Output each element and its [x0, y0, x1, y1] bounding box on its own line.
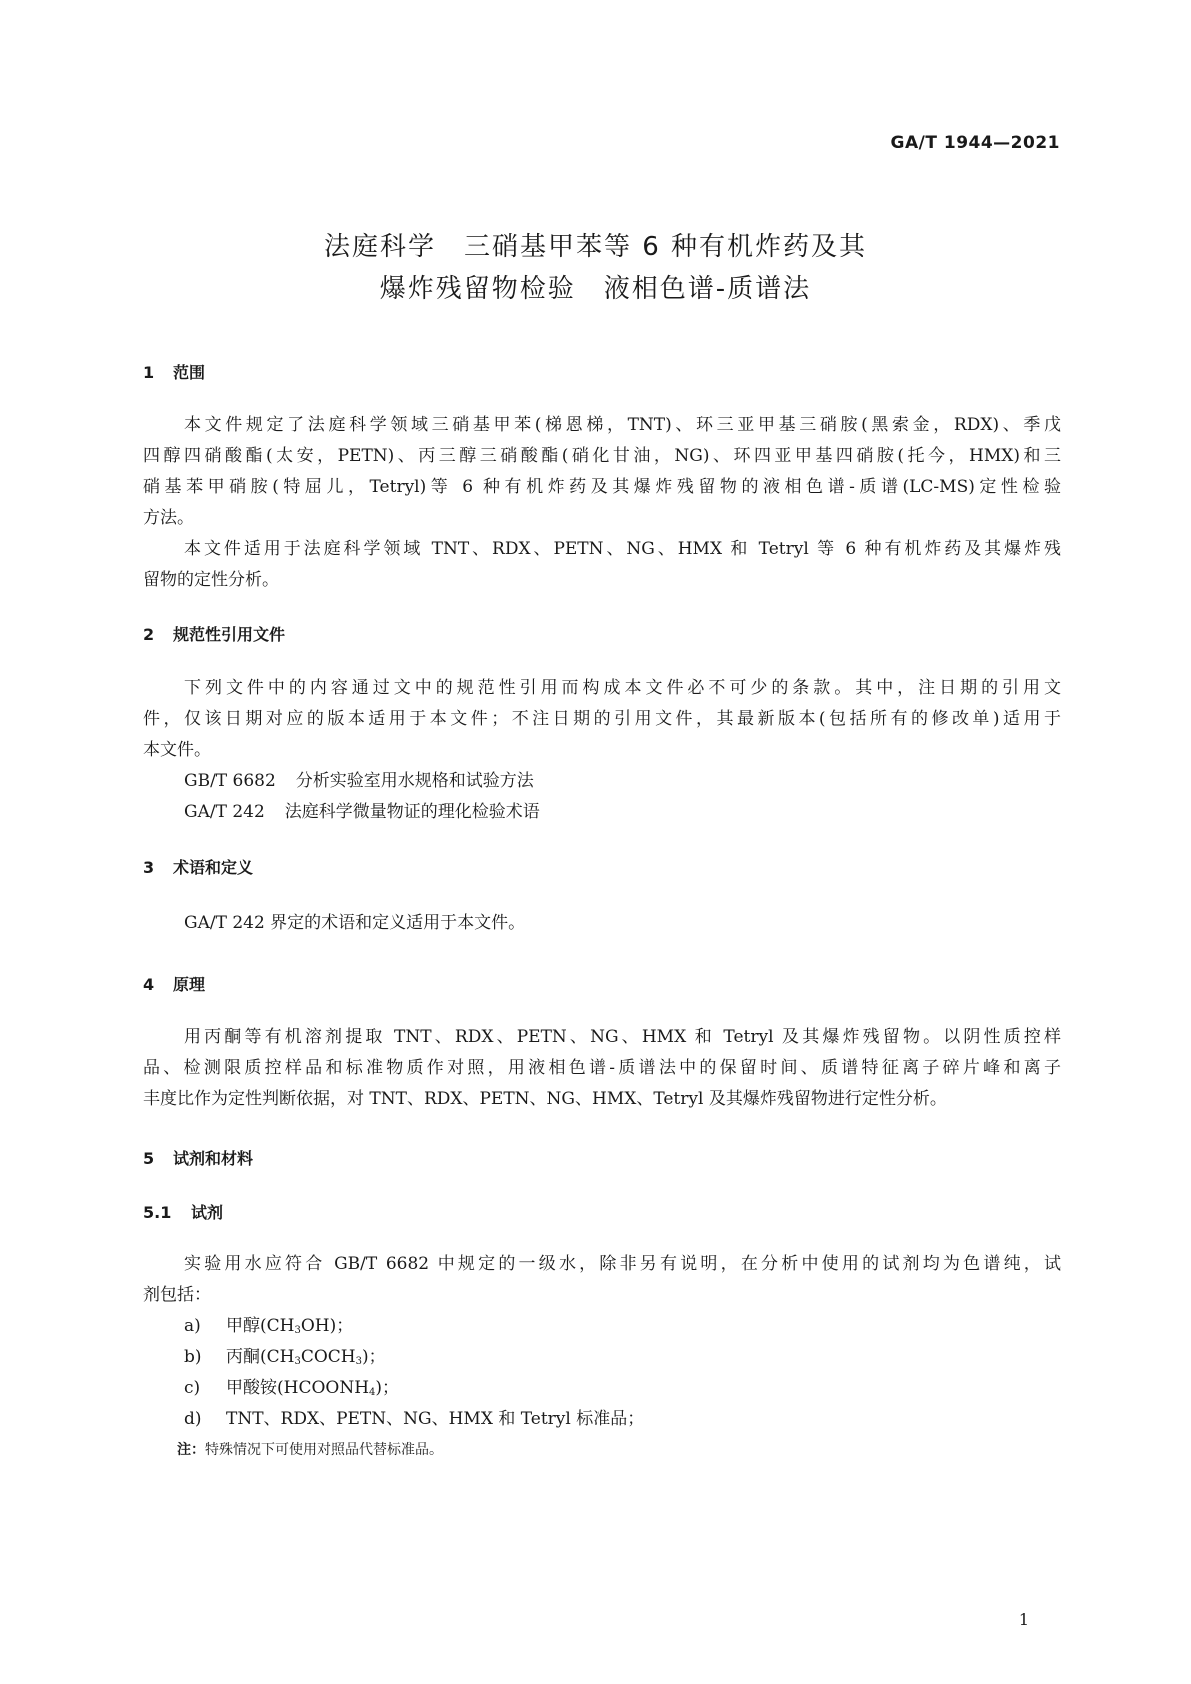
text-line: 件，仅该日期对应的版本适用于本文件；不注日期的引用文件，其最新版本(包括所有的修改单)适用于	[143, 709, 1061, 729]
normative-reference	[184, 797, 540, 828]
text-line: 本文件规定了法庭科学领域三硝基甲苯(梯恩梯，TNT)、环三亚甲基三硝胺(黑索金，RDX)、季戊	[184, 415, 1061, 435]
text-line: 留物的定性分析。	[143, 570, 279, 590]
item-text: )；	[375, 1378, 400, 1398]
page-number: 1	[1018, 1610, 1029, 1629]
section-title: 原理	[173, 975, 206, 994]
reference-code: GA/T 242	[184, 802, 265, 822]
section-4-heading	[143, 972, 205, 995]
list-label: b)	[184, 1347, 202, 1367]
item-text: OH)；	[300, 1316, 354, 1336]
text-line: 丰度比作为定性判断依据，对 TNT、RDX、PETN、NG、HMX、Tetryl 及其爆炸残留物进行定性分析。	[143, 1089, 947, 1109]
subsection-5-1-paragraph-1	[143, 1249, 1061, 1311]
list-label: a)	[184, 1316, 201, 1336]
section-1-paragraph-1	[143, 410, 1061, 534]
document-title-line-1: 法庭科学 三硝基甲苯等 6 种有机炸药及其	[323, 232, 868, 262]
section-number: 1	[143, 363, 155, 382]
note	[177, 1439, 443, 1459]
section-number: 5	[143, 1149, 155, 1168]
item-text: TNT、RDX、PETN、NG、HMX 和 Tetryl 标准品；	[226, 1409, 645, 1429]
subscript: 3	[355, 1356, 362, 1367]
list-item-b	[184, 1342, 386, 1377]
item-text: 甲酸铵(HCOONH	[226, 1378, 370, 1398]
subsection-5-1-heading	[143, 1200, 223, 1223]
section-1-paragraph-2	[143, 534, 1061, 596]
subscript: 4	[369, 1387, 376, 1398]
reference-code: GB/T 6682	[184, 771, 276, 791]
section-number: 4	[143, 975, 155, 994]
list-item-c	[184, 1373, 399, 1408]
section-3-heading	[143, 855, 253, 878]
list-label: d)	[184, 1409, 202, 1429]
section-number: 3	[143, 858, 155, 877]
item-text: )；	[362, 1347, 386, 1367]
section-2-paragraph-1	[143, 673, 1061, 766]
reference-title: 法庭科学微量物证的理化检验术语	[284, 802, 540, 822]
item-text: 甲醇(CH	[226, 1316, 295, 1336]
section-title: 术语和定义	[173, 858, 254, 877]
text-line: 实验用水应符合 GB/T 6682 中规定的一级水，除非另有说明，在分析中使用的试剂均为色谱纯，试	[184, 1254, 1061, 1274]
section-1-heading	[143, 360, 205, 383]
text-line: 四醇四硝酸酯(太安，PETN)、丙三醇三硝酸酯(硝化甘油，NG)、环四亚甲基四硝胺(托今，HMX)和三	[143, 446, 1061, 466]
subscript: 3	[294, 1356, 301, 1367]
section-2-heading	[143, 622, 285, 645]
section-title: 试剂和材料	[173, 1149, 254, 1168]
subscript: 3	[294, 1325, 301, 1336]
normative-reference	[184, 766, 534, 797]
reference-title: 分析实验室用水规格和试验方法	[295, 771, 534, 791]
item-text: 丙酮(CH	[226, 1347, 295, 1367]
text-line: 本文件。	[143, 740, 211, 760]
list-item-a	[184, 1311, 353, 1346]
list-item-d	[184, 1404, 644, 1435]
section-title: 范围	[173, 363, 206, 382]
section-4-paragraph-1	[143, 1022, 1061, 1115]
standard-code: GA/T 1944—2021	[890, 133, 1060, 153]
section-3-paragraph-1: GA/T 242 界定的术语和定义适用于本文件。	[184, 913, 526, 933]
section-title: 规范性引用文件	[173, 625, 286, 644]
item-text: COCH	[300, 1347, 356, 1367]
list-label: c)	[184, 1378, 201, 1398]
subsection-title: 试剂	[191, 1203, 224, 1222]
text-line: 剂包括：	[143, 1285, 211, 1305]
subsection-number: 5.1	[143, 1203, 172, 1222]
text-line: 下列文件中的内容通过文中的规范性引用而构成本文件必不可少的条款。其中，注日期的引用文	[184, 678, 1061, 698]
section-number: 2	[143, 625, 155, 644]
text-line: 用丙酮等有机溶剂提取 TNT、RDX、PETN、NG、HMX 和 Tetryl 及其爆炸残留物。以阴性质控样	[184, 1027, 1061, 1047]
note-text: 特殊情况下可使用对照品代替标准品。	[205, 1442, 443, 1458]
text-line: 硝基苯甲硝胺(特屈儿，Tetryl)等 6 种有机炸药及其爆炸残留物的液相色谱-质谱(LC-MS)定性检验	[143, 477, 1061, 497]
document-title-line-2: 爆炸残留物检验 液相色谱-质谱法	[379, 274, 812, 304]
note-label: 注：	[177, 1442, 205, 1458]
text-line: 方法。	[143, 508, 194, 528]
text-line: 本文件适用于法庭科学领域 TNT、RDX、PETN、NG、HMX 和 Tetryl 等 6 种有机炸药及其爆炸残	[184, 539, 1061, 559]
section-5-heading	[143, 1146, 253, 1169]
text-line: 品、检测限质控样品和标准物质作对照，用液相色谱-质谱法中的保留时间、质谱特征离子碎片峰和离子	[143, 1058, 1061, 1078]
